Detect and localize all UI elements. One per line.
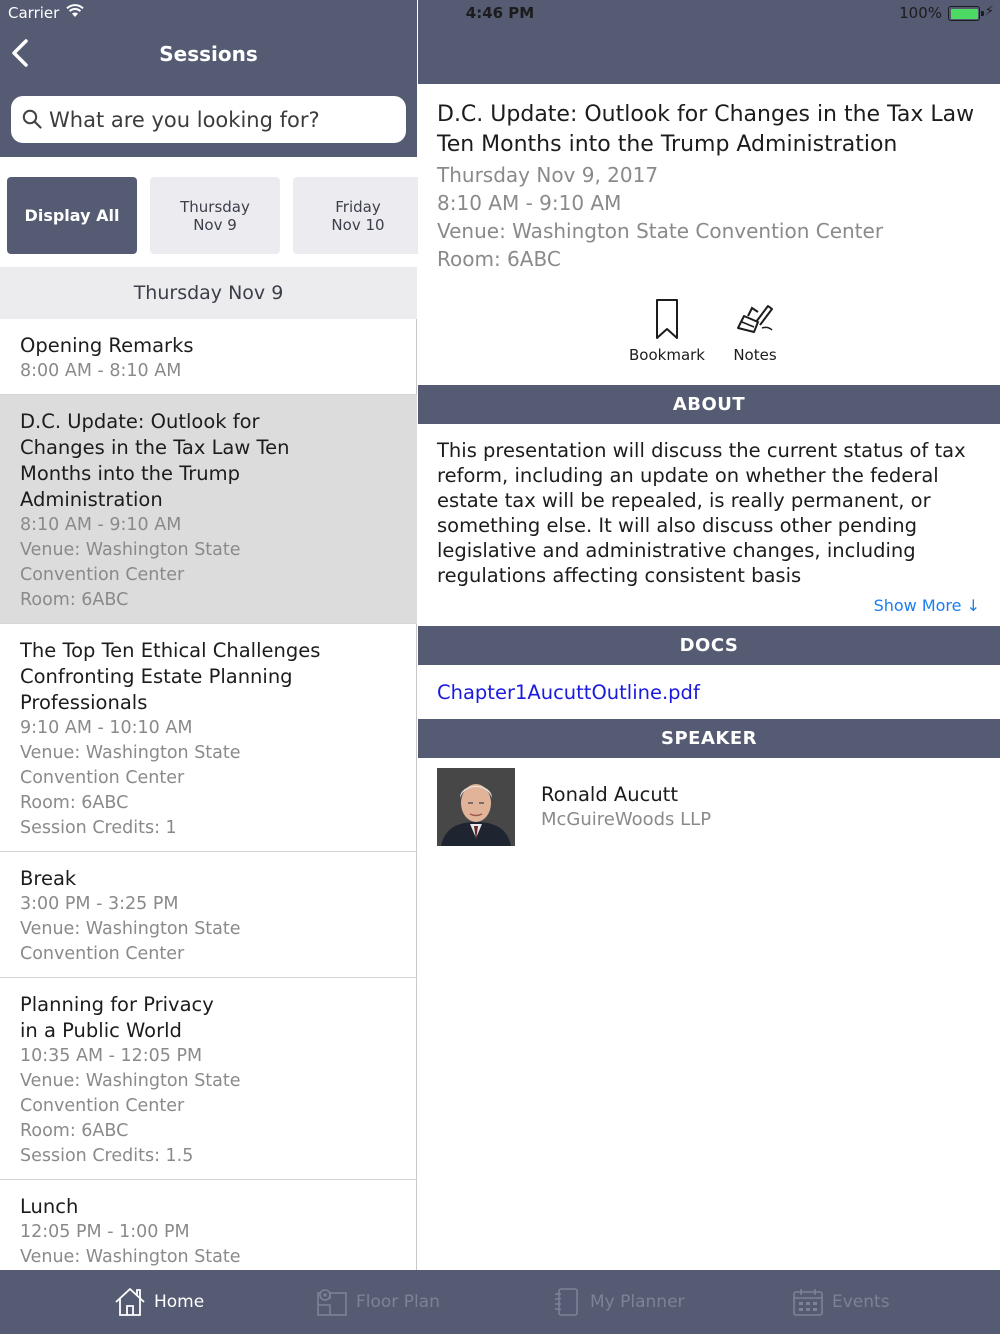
docs-section-header: DOCS bbox=[418, 626, 1000, 665]
session-title: Planning for Privacy in a Public World bbox=[20, 993, 214, 1042]
battery-icon bbox=[948, 6, 980, 21]
session-time: 3:00 PM - 3:25 PM bbox=[20, 894, 179, 914]
filter-display-all-button[interactable] bbox=[7, 177, 137, 254]
about-text: This presentation will discuss the current status of tax reform, including an update on whether the federal estate tax will be repealed, is really permanent, or something else. It will also discuss other pending legislative and administrative changes, including regulations affecting consistent basis bbox=[437, 439, 966, 587]
session-venue: Convention Center bbox=[20, 565, 185, 585]
session-venue: Convention Center bbox=[20, 1096, 185, 1116]
notes-label: Notes bbox=[733, 346, 777, 364]
session-venue: Venue: Washington State bbox=[20, 1071, 241, 1091]
session-venue: Convention Center bbox=[20, 944, 185, 964]
bookmark-label: Bookmark bbox=[629, 346, 705, 364]
session-time: 8:00 AM - 8:10 AM bbox=[20, 361, 182, 381]
detail-time: 8:10 AM - 9:10 AM bbox=[437, 191, 622, 215]
document-link[interactable]: Chapter1AucuttOutline.pdf bbox=[437, 681, 700, 704]
session-venue: Venue: Washington State bbox=[20, 919, 241, 939]
tab-label: Home bbox=[154, 1292, 205, 1312]
filter-label: Display All bbox=[24, 205, 120, 225]
filter-sublabel: Nov 9 bbox=[193, 215, 237, 234]
search-input[interactable] bbox=[49, 102, 394, 137]
session-time: 8:10 AM - 9:10 AM bbox=[20, 515, 182, 535]
session-title: Opening Remarks bbox=[20, 334, 194, 357]
filter-label: Thursday bbox=[180, 197, 250, 216]
session-room: Room: 6ABC bbox=[20, 590, 129, 610]
tab-label: Floor Plan bbox=[356, 1292, 440, 1312]
session-item-planning-for-privacy[interactable] bbox=[0, 978, 417, 1180]
session-time: 10:35 AM - 12:05 PM bbox=[20, 1046, 203, 1066]
speaker-name[interactable]: Ronald Aucutt bbox=[541, 783, 678, 806]
session-room: Room: 6ABC bbox=[20, 1121, 129, 1141]
speaker-organization: McGuireWoods LLP bbox=[541, 809, 712, 830]
sessions-title: Sessions bbox=[159, 42, 258, 66]
day-section-header: Thursday Nov 9 bbox=[0, 267, 417, 319]
clock: 4:46 PM bbox=[465, 4, 535, 22]
bottom-tab-bar bbox=[0, 1270, 1000, 1334]
notes-pen-icon bbox=[734, 298, 776, 340]
tab-label: Events bbox=[832, 1292, 890, 1312]
session-time: 12:05 PM - 1:00 PM bbox=[20, 1222, 190, 1242]
detail-room: Room: 6ABC bbox=[437, 247, 561, 271]
sessions-pane bbox=[0, 0, 417, 1270]
session-item-opening-remarks[interactable] bbox=[0, 319, 417, 395]
bookmark-button[interactable] bbox=[622, 298, 712, 364]
carrier-label: Carrier bbox=[8, 4, 60, 22]
speaker-section-header: SPEAKER bbox=[418, 719, 1000, 758]
tab-floor-plan[interactable] bbox=[316, 1270, 440, 1334]
session-title: Lunch bbox=[20, 1195, 79, 1218]
floor-plan-icon bbox=[316, 1287, 348, 1317]
tab-home[interactable] bbox=[114, 1270, 204, 1334]
show-more-link[interactable]: Show More ↓ bbox=[873, 596, 980, 615]
session-venue: Venue: Washington State bbox=[20, 540, 241, 560]
detail-title: D.C. Update: Outlook for Changes in the Tax Law Ten Months into the Trump Administration bbox=[437, 102, 975, 157]
filter-thursday-button[interactable] bbox=[150, 177, 280, 254]
filter-label: Friday bbox=[335, 197, 381, 216]
session-venue: Venue: Washington State bbox=[20, 743, 241, 763]
session-venue: Venue: Washington State bbox=[20, 1247, 241, 1267]
calendar-icon bbox=[792, 1287, 824, 1317]
session-room: Room: 6ABC bbox=[20, 793, 129, 813]
session-list bbox=[0, 319, 417, 1306]
session-title: Break bbox=[20, 867, 77, 890]
session-item-break[interactable] bbox=[0, 852, 417, 978]
session-detail-pane bbox=[418, 84, 1000, 1270]
session-credits: Session Credits: 1 bbox=[20, 818, 177, 838]
search-bar[interactable] bbox=[11, 96, 406, 143]
filter-sublabel: Nov 10 bbox=[331, 215, 385, 234]
session-item-dc-update[interactable] bbox=[0, 395, 417, 624]
status-bar bbox=[0, 0, 1000, 28]
day-filter-bar bbox=[0, 157, 417, 267]
about-section-header: ABOUT bbox=[418, 385, 1000, 424]
session-time: 9:10 AM - 10:10 AM bbox=[20, 718, 193, 738]
filter-friday-button[interactable] bbox=[293, 177, 423, 254]
session-credits: Session Credits: 1.5 bbox=[20, 1146, 194, 1166]
tab-events[interactable] bbox=[792, 1270, 890, 1334]
planner-icon bbox=[552, 1287, 582, 1317]
session-venue: Convention Center bbox=[20, 768, 185, 788]
detail-date: Thursday Nov 9, 2017 bbox=[437, 163, 659, 187]
home-icon bbox=[114, 1287, 146, 1317]
search-icon bbox=[22, 109, 42, 129]
bookmark-icon bbox=[654, 298, 680, 340]
tab-label: My Planner bbox=[590, 1292, 685, 1312]
notes-button[interactable] bbox=[710, 298, 800, 364]
tab-my-planner[interactable] bbox=[552, 1270, 685, 1334]
session-item-ethical-challenges[interactable] bbox=[0, 624, 417, 852]
speaker-photo[interactable] bbox=[437, 768, 515, 846]
battery-percentage: 100% bbox=[899, 4, 942, 22]
charging-icon: ⚡ bbox=[984, 4, 994, 19]
detail-venue: Venue: Washington State Convention Center bbox=[437, 219, 884, 243]
session-title: The Top Ten Ethical Challenges Confronting Estate Planning Professionals bbox=[20, 639, 321, 714]
session-title: D.C. Update: Outlook for Changes in the Tax Law Ten Months into the Trump Administration bbox=[20, 410, 290, 511]
